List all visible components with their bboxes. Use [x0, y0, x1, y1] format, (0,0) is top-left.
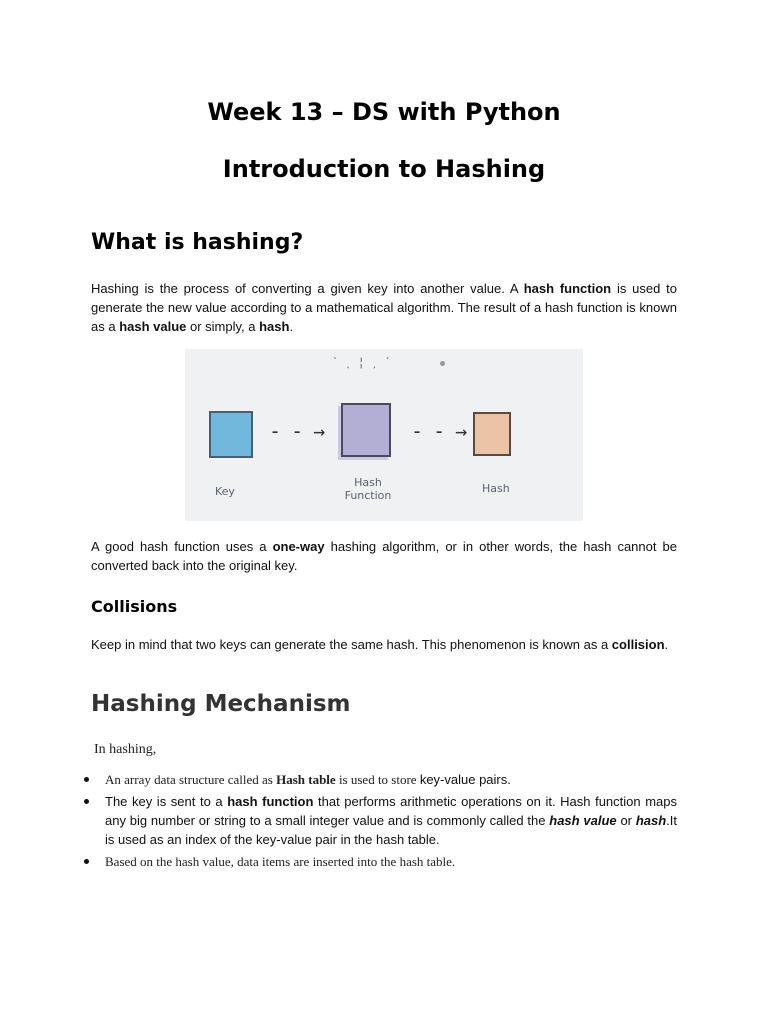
paragraph-hashing-definition	[91, 279, 677, 336]
hashing-diagram-image	[185, 349, 583, 521]
text-segment: key-value pairs.	[419, 772, 511, 787]
paragraph-in-hashing: In hashing,	[94, 742, 157, 757]
text-segment: or	[616, 813, 636, 828]
hash-function-label-line2: Function	[344, 489, 392, 502]
text-segment: .	[664, 637, 669, 652]
paragraph-collisions	[91, 635, 677, 654]
text-segment: .It is used as an index of the key-value pair in the hash table.	[105, 813, 677, 847]
text-segment: hashing algorithm, or in other words, the hash cannot be converted back into the original key.	[91, 539, 677, 573]
heading-hashing-mechanism: Hashing Mechanism	[91, 691, 351, 717]
bold-italic-hash: hash	[635, 813, 667, 828]
document-subtitle: Introduction to Hashing	[222, 155, 546, 183]
paragraph-one-way	[91, 537, 677, 575]
sparkle-decoration: ˋ ˎ ¦ ˏ ˊ	[333, 355, 393, 369]
text-segment: An array data structure called as	[105, 772, 277, 787]
list-item	[84, 770, 677, 789]
hash-function-label	[337, 476, 399, 502]
hash-square	[473, 412, 511, 456]
hash-function-label-line1: Hash	[354, 476, 382, 489]
text-segment: The key is sent to a	[105, 794, 228, 809]
key-square	[209, 411, 253, 458]
list-item: Based on the hash value, data items are inserted into the hash table.	[84, 852, 677, 871]
text-segment: A good hash function uses a	[91, 539, 273, 554]
heading-what-is-hashing: What is hashing?	[91, 230, 304, 255]
bold-one-way: one-way	[272, 539, 325, 554]
bold-collision: collision	[611, 637, 665, 652]
bold-hash-value: hash value	[119, 319, 187, 334]
list-item	[84, 792, 677, 849]
text-segment: Hashing is the process of converting a given key into another value. A	[91, 281, 524, 296]
text-segment: is used to store	[335, 772, 420, 787]
heading-collisions: Collisions	[91, 597, 178, 616]
arrow-function-to-hash: - - →	[411, 419, 467, 443]
hash-label: Hash	[482, 482, 510, 495]
text-segment: .	[289, 319, 294, 334]
text-segment: is used to generate the new value according to a mathematical algorithm. The result of a hash function is known as a	[91, 281, 678, 334]
text-segment: or simply, a	[186, 319, 260, 334]
text-segment: Keep in mind that two keys can generate the same hash. This phenomenon is known as a	[91, 637, 612, 652]
bold-hash-function: hash function	[523, 281, 612, 296]
bold-hash: hash	[259, 319, 290, 334]
text-segment: that performs arithmetic operations on it. Hash function maps any big number or string to a small integer value and is commonly called the	[105, 794, 678, 828]
bold-hash-function: hash function	[227, 794, 314, 809]
bold-italic-hash-value: hash value	[549, 813, 617, 828]
document-title: Week 13 – DS with Python	[207, 98, 561, 126]
dot-decoration	[440, 361, 445, 366]
arrow-key-to-function: - - →	[269, 419, 325, 443]
hash-function-square	[341, 403, 391, 457]
key-label: Key	[215, 485, 235, 498]
bold-hash-table: Hash table	[276, 772, 336, 787]
mechanism-bullet-list	[84, 770, 677, 874]
